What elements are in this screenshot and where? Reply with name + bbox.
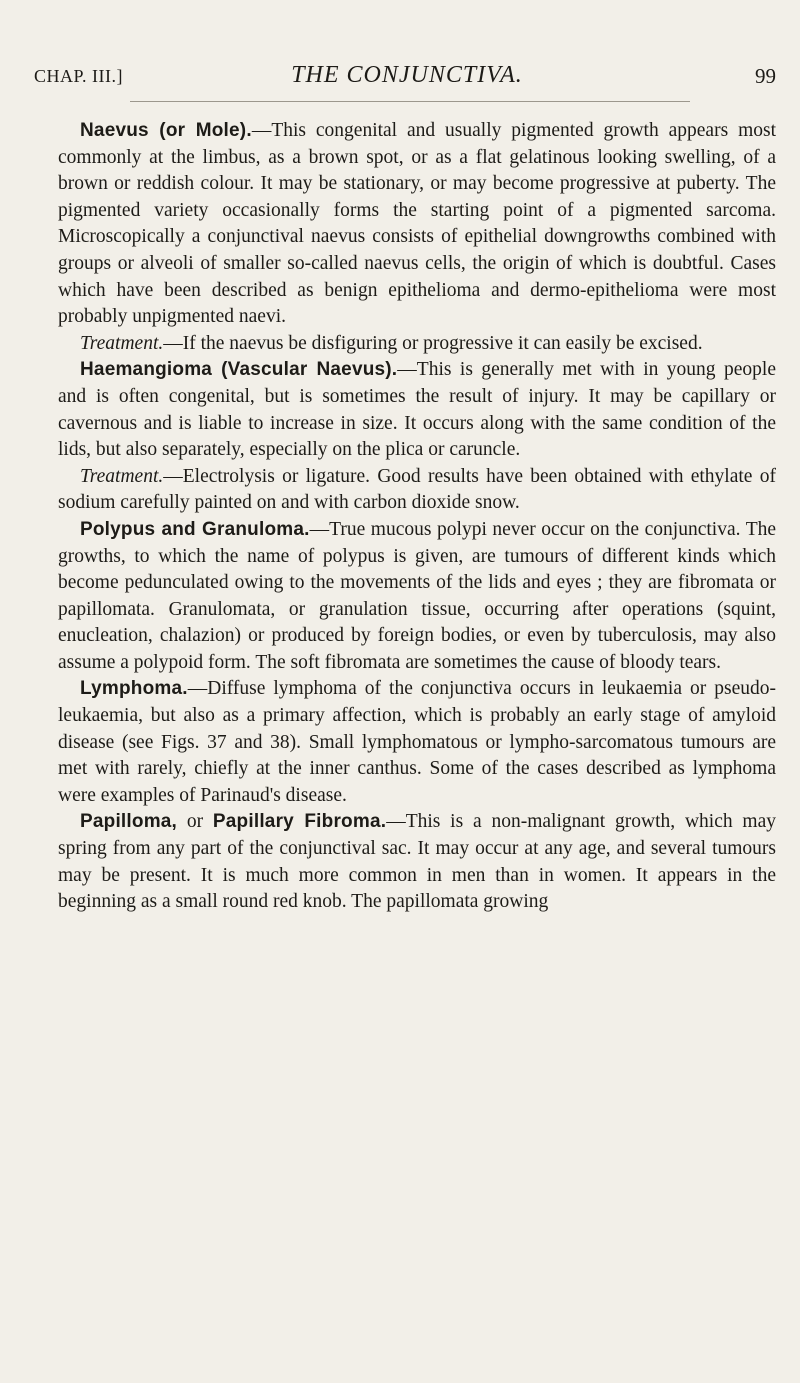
page-title: THE CONJUNCTIVA. xyxy=(291,62,523,88)
paragraph-haemangioma xyxy=(58,357,776,463)
paragraph-text: —Electrolysis or ligature. Good results have been obtained with ethylate of sodium carefully painted on and with carbon dioxide snow. xyxy=(58,465,776,514)
paragraph-text: —This congenital and usually pigmented growth appears most commonly at the limbus, as a brown spot, or as a flat gelatinous looking swelling, of a brown or reddish colour. It may be stationary, or may become progressive at puberty. The pigmented variety occasionally forms the starting point of a pigmented sarcoma. Microscopically a conjunctival naevus consists of epithelial downgrowths combined with groups or alveoli of smaller so-called naevus cells, the origin of which is doubtful. Cases which have been described as benign epithelioma and dermo-epithelioma were most probably unpigmented naevi. xyxy=(58,120,776,328)
section-heading-papillary-fibroma: Papillary Fibroma. xyxy=(212,811,387,833)
paragraph-naevus xyxy=(58,118,776,331)
section-heading-naevus: Naevus (or Mole). xyxy=(80,120,252,141)
paragraph-text: —This is generally met with in young people and is often congenital, but is sometimes the result of injury. It may be capillary or cavernous and is liable to increase in size. It occurs along with the same condition of the lids, but also separately, especially on the plica or caruncle. xyxy=(58,359,776,461)
paragraph-text: —This is a non-malignant growth, which may spring from any part of the conjunctival sac. It may occur at any age, and several tumours may be present. It is much more common in men than in women. It appears in the beginning as a small round red knob. The papillomata growing xyxy=(58,811,776,913)
section-heading-papilloma: Papilloma, xyxy=(80,811,178,833)
paragraph-naevus-treatment xyxy=(58,331,776,358)
page-number: 99 xyxy=(755,64,776,88)
chapter-label: CHAP. III.] xyxy=(34,66,123,86)
paragraph-haemangioma-treatment xyxy=(58,464,776,517)
running-head xyxy=(34,62,780,92)
treatment-label: Treatment. xyxy=(80,332,164,354)
paragraph-papilloma xyxy=(58,809,776,915)
section-heading-haemangioma: Haemangioma (Vascular Naevus). xyxy=(80,359,398,381)
paragraph-text: —If the naevus be disfiguring or progressive it can easily be excised. xyxy=(163,332,703,354)
body-text xyxy=(58,118,776,916)
header-rule xyxy=(130,101,690,102)
treatment-label: Treatment. xyxy=(80,465,164,487)
heading-connector: or xyxy=(177,811,213,833)
paragraph-text: —True mucous polypi never occur on the conjunctiva. The growths, to which the name of polypus is given, are tumours of different kinds which become pedunculated owing to the movements of the lids and eyes ; they are fibromata or papillomata. Granulomata, or granulation tissue, occurring after operations (squint, enucleation, chalazion) or produced by foreign bodies, or even by tuberculosis, may also assume a polypoid form. The soft fibromata are sometimes the cause of bloody tears. xyxy=(58,518,777,673)
paragraph-lymphoma xyxy=(58,676,776,809)
section-heading-lymphoma: Lymphoma. xyxy=(80,678,188,700)
section-heading-polypus: Polypus and Granuloma. xyxy=(80,518,310,540)
paragraph-polypus xyxy=(58,517,776,677)
paragraph-text: —Diffuse lymphoma of the conjunctiva occurs in leukaemia or pseudo-leukaemia, but also as a primary affection, which is probably an early stage of amyloid disease (see Figs. 37 and 38). Small lymphomatous or lympho-sarcomatous tumours are met with rarely, chiefly at the inner canthus. Some of the cases described as lymphoma were examples of Parinaud's disease. xyxy=(58,678,776,806)
